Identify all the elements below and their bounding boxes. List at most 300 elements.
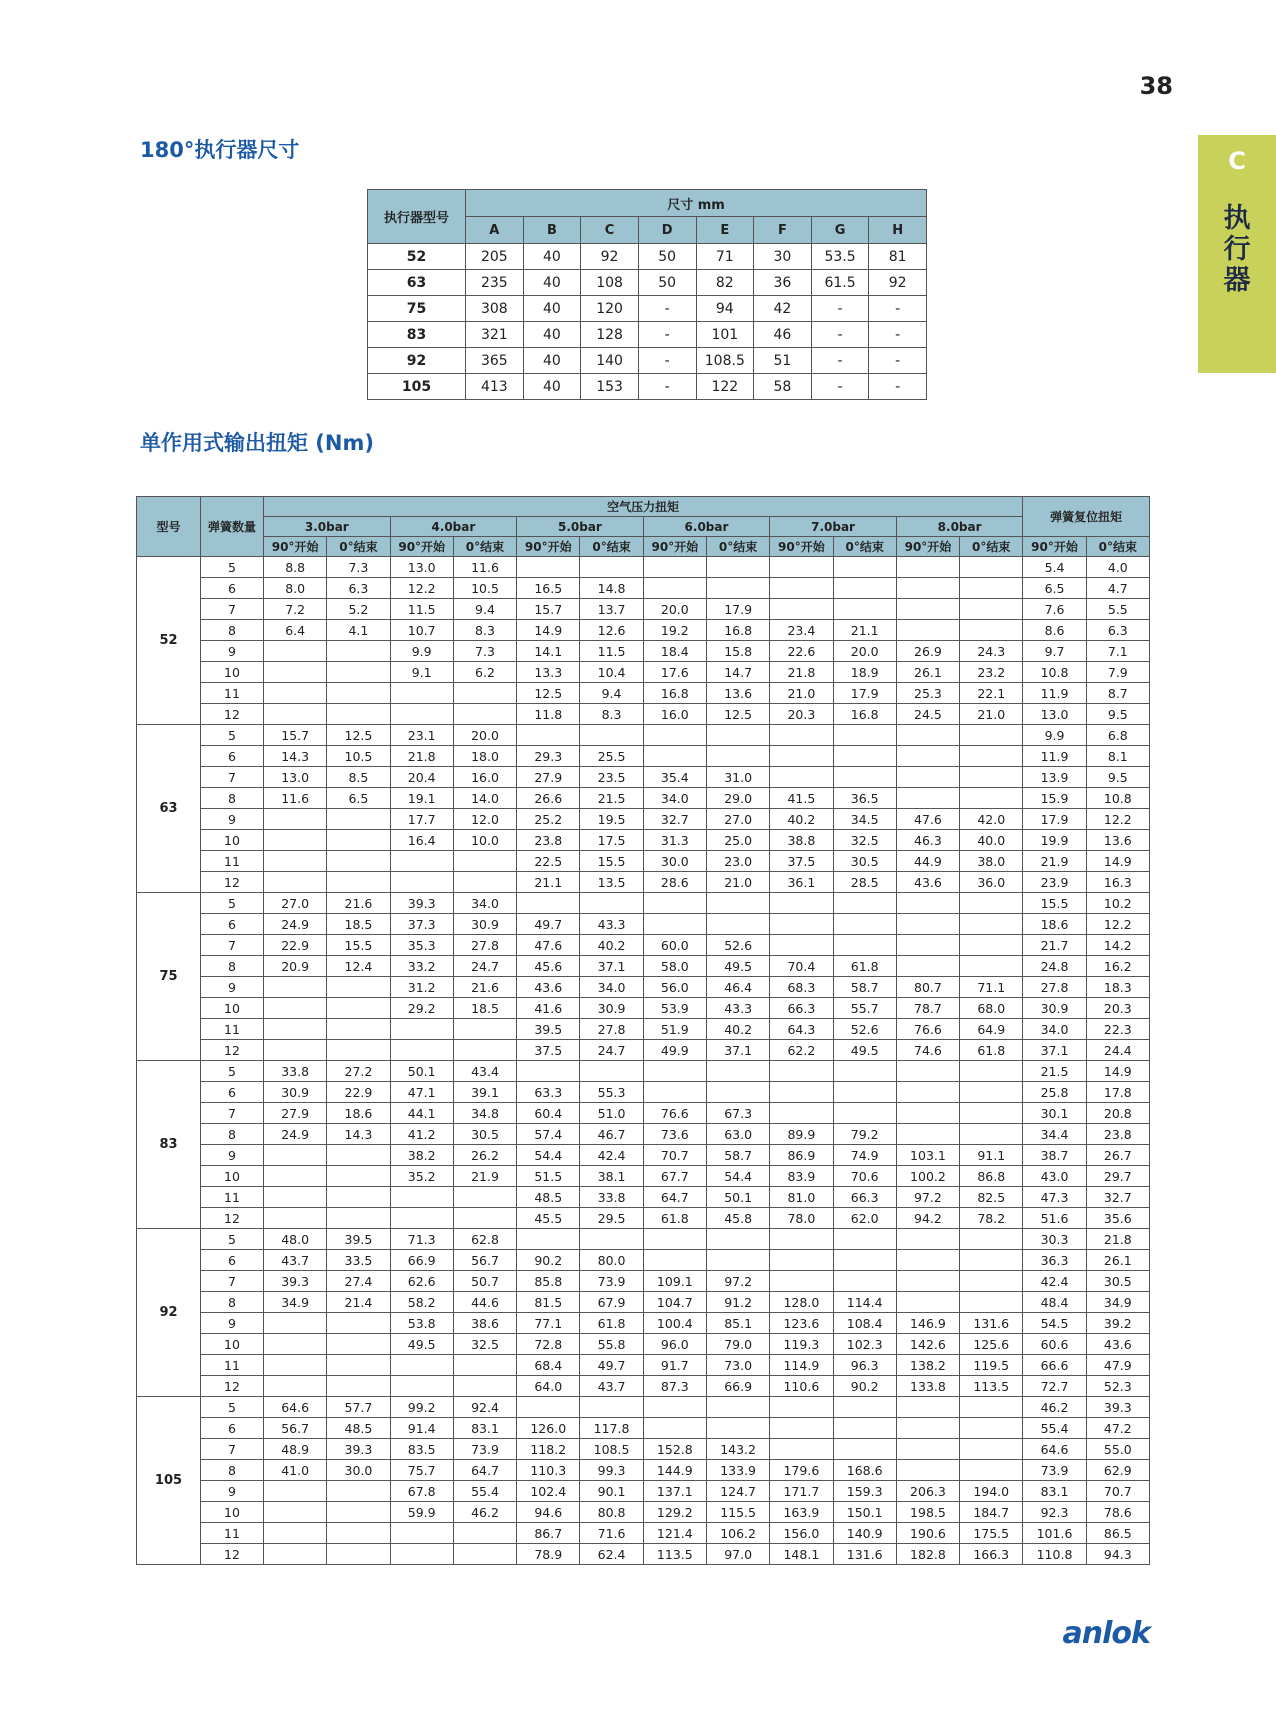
dim-value-cell: 101 bbox=[696, 322, 754, 348]
torque-value-cell: 81.0 bbox=[770, 1187, 833, 1208]
torque-value-cell: 70.7 bbox=[643, 1145, 706, 1166]
torque-value-cell: 97.0 bbox=[706, 1544, 769, 1565]
torque-value-cell: 9.9 bbox=[390, 641, 453, 662]
torque-table-row bbox=[137, 1460, 1150, 1481]
dim-column-header: E bbox=[696, 217, 754, 244]
spring-count-cell: 5 bbox=[201, 893, 264, 914]
torque-value-cell: 8.3 bbox=[453, 620, 516, 641]
dim-value-cell: 81 bbox=[869, 244, 927, 270]
torque-value-cell: 13.6 bbox=[706, 683, 769, 704]
page-number: 38 bbox=[1139, 72, 1173, 100]
torque-value-cell: 64.3 bbox=[770, 1019, 833, 1040]
torque-value-cell: 94.3 bbox=[1086, 1544, 1149, 1565]
torque-value-cell bbox=[960, 1229, 1023, 1250]
torque-value-cell: 56.7 bbox=[453, 1250, 516, 1271]
torque-value-cell: 25.5 bbox=[580, 746, 643, 767]
torque-value-cell: 119.5 bbox=[960, 1355, 1023, 1376]
spring-count-cell: 11 bbox=[201, 683, 264, 704]
torque-value-cell: 4.0 bbox=[1086, 557, 1149, 578]
torque-value-cell bbox=[896, 935, 959, 956]
torque-value-cell bbox=[896, 1397, 959, 1418]
spring-count-cell: 10 bbox=[201, 1502, 264, 1523]
torque-value-cell: 44.6 bbox=[453, 1292, 516, 1313]
dim-value-cell: 40 bbox=[523, 322, 581, 348]
torque-value-cell: 11.6 bbox=[453, 557, 516, 578]
torque-value-cell: 7.2 bbox=[264, 599, 327, 620]
torque-value-cell: 47.1 bbox=[390, 1082, 453, 1103]
torque-value-cell: 20.3 bbox=[770, 704, 833, 725]
dim-value-cell: 40 bbox=[523, 244, 581, 270]
spring-count-cell: 9 bbox=[201, 809, 264, 830]
torque-value-cell: 14.2 bbox=[1086, 935, 1149, 956]
torque-value-cell: 10.2 bbox=[1086, 893, 1149, 914]
torque-header-model: 型号 bbox=[137, 497, 201, 557]
torque-value-cell: 30.1 bbox=[1023, 1103, 1086, 1124]
torque-value-cell: 47.6 bbox=[896, 809, 959, 830]
torque-value-cell: 29.2 bbox=[390, 998, 453, 1019]
torque-value-cell: 14.1 bbox=[517, 641, 580, 662]
dim-table-row bbox=[368, 322, 927, 348]
torque-value-cell bbox=[960, 746, 1023, 767]
torque-value-cell: 73.6 bbox=[643, 1124, 706, 1145]
torque-value-cell bbox=[327, 998, 390, 1019]
torque-value-cell: 83.1 bbox=[453, 1418, 516, 1439]
torque-value-cell bbox=[960, 893, 1023, 914]
torque-value-cell: 113.5 bbox=[643, 1544, 706, 1565]
torque-value-cell: 54.4 bbox=[706, 1166, 769, 1187]
torque-value-cell: 30.9 bbox=[453, 914, 516, 935]
spring-count-cell: 6 bbox=[201, 1082, 264, 1103]
torque-value-cell bbox=[896, 788, 959, 809]
torque-value-cell bbox=[327, 1502, 390, 1523]
torque-value-cell bbox=[327, 1544, 390, 1565]
torque-value-cell bbox=[390, 1208, 453, 1229]
torque-value-cell: 138.2 bbox=[896, 1355, 959, 1376]
torque-table-row bbox=[137, 1166, 1150, 1187]
torque-value-cell: 115.5 bbox=[706, 1502, 769, 1523]
torque-table-row bbox=[137, 1481, 1150, 1502]
dim-table-row bbox=[368, 348, 927, 374]
torque-value-cell: 14.9 bbox=[1086, 851, 1149, 872]
torque-value-cell: 4.1 bbox=[327, 620, 390, 641]
torque-value-cell bbox=[770, 914, 833, 935]
torque-value-cell bbox=[264, 1208, 327, 1229]
torque-value-cell: 62.2 bbox=[770, 1040, 833, 1061]
torque-value-cell: 28.6 bbox=[643, 872, 706, 893]
torque-value-cell: 15.5 bbox=[1023, 893, 1086, 914]
subheader-start: 90°开始 bbox=[390, 537, 453, 557]
torque-value-cell: 117.8 bbox=[580, 1418, 643, 1439]
spring-count-cell: 6 bbox=[201, 914, 264, 935]
torque-value-cell: 38.1 bbox=[580, 1166, 643, 1187]
torque-value-cell bbox=[770, 578, 833, 599]
torque-value-cell: 78.0 bbox=[770, 1208, 833, 1229]
spring-count-cell: 11 bbox=[201, 1523, 264, 1544]
torque-value-cell: 27.4 bbox=[327, 1271, 390, 1292]
torque-value-cell: 34.0 bbox=[580, 977, 643, 998]
torque-value-cell: 41.2 bbox=[390, 1124, 453, 1145]
torque-value-cell bbox=[833, 1061, 896, 1082]
torque-value-cell: 21.6 bbox=[327, 893, 390, 914]
torque-table-row bbox=[137, 1103, 1150, 1124]
torque-value-cell: 73.9 bbox=[1023, 1460, 1086, 1481]
torque-value-cell: 10.7 bbox=[390, 620, 453, 641]
torque-value-cell: 9.9 bbox=[1023, 725, 1086, 746]
torque-value-cell bbox=[770, 1103, 833, 1124]
torque-value-cell bbox=[706, 746, 769, 767]
dim-value-cell: 108.5 bbox=[696, 348, 754, 374]
torque-value-cell: 30.3 bbox=[1023, 1229, 1086, 1250]
torque-value-cell: 110.8 bbox=[1023, 1544, 1086, 1565]
torque-value-cell: 58.2 bbox=[390, 1292, 453, 1313]
torque-value-cell bbox=[706, 1082, 769, 1103]
torque-value-cell: 4.7 bbox=[1086, 578, 1149, 599]
spring-count-cell: 7 bbox=[201, 1271, 264, 1292]
torque-value-cell bbox=[960, 1103, 1023, 1124]
subheader-end: 0°结束 bbox=[960, 537, 1023, 557]
section-tab-letter: C bbox=[1228, 147, 1246, 175]
torque-value-cell bbox=[896, 578, 959, 599]
torque-value-cell: 48.5 bbox=[517, 1187, 580, 1208]
torque-value-cell bbox=[770, 1061, 833, 1082]
torque-value-cell: 10.8 bbox=[1023, 662, 1086, 683]
torque-value-cell: 150.1 bbox=[833, 1502, 896, 1523]
torque-value-cell bbox=[453, 872, 516, 893]
torque-model-cell: 92 bbox=[137, 1229, 201, 1397]
torque-value-cell bbox=[327, 830, 390, 851]
torque-value-cell: 21.5 bbox=[580, 788, 643, 809]
torque-value-cell: 26.9 bbox=[896, 641, 959, 662]
torque-value-cell: 163.9 bbox=[770, 1502, 833, 1523]
torque-value-cell: 128.0 bbox=[770, 1292, 833, 1313]
torque-value-cell: 91.4 bbox=[390, 1418, 453, 1439]
torque-value-cell: 94.6 bbox=[517, 1502, 580, 1523]
torque-value-cell: 133.9 bbox=[706, 1460, 769, 1481]
torque-value-cell bbox=[960, 1418, 1023, 1439]
torque-value-cell: 49.7 bbox=[580, 1355, 643, 1376]
torque-value-cell: 20.3 bbox=[1086, 998, 1149, 1019]
torque-value-cell bbox=[833, 1229, 896, 1250]
dim-value-cell: 108 bbox=[581, 270, 639, 296]
torque-value-cell: 30.5 bbox=[833, 851, 896, 872]
torque-value-cell: 37.5 bbox=[770, 851, 833, 872]
torque-value-cell: 131.6 bbox=[960, 1313, 1023, 1334]
torque-value-cell: 11.9 bbox=[1023, 683, 1086, 704]
torque-value-cell bbox=[580, 725, 643, 746]
torque-value-cell bbox=[960, 956, 1023, 977]
dim-value-cell: 140 bbox=[581, 348, 639, 374]
torque-value-cell: 21.9 bbox=[1023, 851, 1086, 872]
torque-value-cell: 7.3 bbox=[453, 641, 516, 662]
dim-value-cell: - bbox=[869, 374, 927, 400]
torque-table-row bbox=[137, 1355, 1150, 1376]
subheader-end: 0°结束 bbox=[327, 537, 390, 557]
torque-value-cell: 144.9 bbox=[643, 1460, 706, 1481]
torque-value-cell: 34.8 bbox=[453, 1103, 516, 1124]
dim-model-cell: 75 bbox=[368, 296, 466, 322]
torque-value-cell: 73.9 bbox=[453, 1439, 516, 1460]
spring-count-cell: 9 bbox=[201, 1481, 264, 1502]
torque-value-cell: 42.0 bbox=[960, 809, 1023, 830]
dim-table-row bbox=[368, 374, 927, 400]
dim-value-cell: 30 bbox=[754, 244, 812, 270]
torque-value-cell: 12.5 bbox=[517, 683, 580, 704]
torque-value-cell bbox=[643, 893, 706, 914]
torque-value-cell: 7.1 bbox=[1086, 641, 1149, 662]
dim-value-cell: 40 bbox=[523, 374, 581, 400]
torque-value-cell: 49.5 bbox=[706, 956, 769, 977]
torque-value-cell bbox=[833, 725, 896, 746]
torque-value-cell: 25.2 bbox=[517, 809, 580, 830]
spring-count-cell: 8 bbox=[201, 956, 264, 977]
torque-value-cell bbox=[453, 683, 516, 704]
spring-count-cell: 6 bbox=[201, 1250, 264, 1271]
dim-value-cell: 51 bbox=[754, 348, 812, 374]
torque-value-cell bbox=[453, 1187, 516, 1208]
torque-value-cell: 76.6 bbox=[643, 1103, 706, 1124]
torque-value-cell bbox=[517, 893, 580, 914]
torque-table-row bbox=[137, 872, 1150, 893]
torque-table-row bbox=[137, 1334, 1150, 1355]
torque-value-cell: 30.5 bbox=[1086, 1271, 1149, 1292]
torque-value-cell: 35.6 bbox=[1086, 1208, 1149, 1229]
torque-value-cell bbox=[770, 599, 833, 620]
torque-value-cell bbox=[896, 1292, 959, 1313]
torque-value-cell: 64.7 bbox=[643, 1187, 706, 1208]
dim-value-cell: 365 bbox=[466, 348, 524, 374]
torque-value-cell: 8.1 bbox=[1086, 746, 1149, 767]
torque-value-cell bbox=[264, 872, 327, 893]
torque-value-cell: 25.0 bbox=[706, 830, 769, 851]
spring-count-cell: 7 bbox=[201, 1103, 264, 1124]
torque-value-cell bbox=[390, 1040, 453, 1061]
torque-value-cell: 46.3 bbox=[896, 830, 959, 851]
torque-value-cell: 21.9 bbox=[453, 1166, 516, 1187]
torque-value-cell bbox=[643, 578, 706, 599]
torque-value-cell: 17.9 bbox=[833, 683, 896, 704]
torque-value-cell: 16.8 bbox=[643, 683, 706, 704]
torque-value-cell: 152.8 bbox=[643, 1439, 706, 1460]
torque-value-cell bbox=[896, 767, 959, 788]
torque-value-cell: 15.8 bbox=[706, 641, 769, 662]
spring-count-cell: 10 bbox=[201, 1334, 264, 1355]
torque-value-cell: 16.5 bbox=[517, 578, 580, 599]
torque-value-cell: 74.9 bbox=[833, 1145, 896, 1166]
torque-value-cell: 55.3 bbox=[580, 1082, 643, 1103]
torque-value-cell: 49.7 bbox=[517, 914, 580, 935]
torque-value-cell: 10.5 bbox=[327, 746, 390, 767]
torque-value-cell: 39.5 bbox=[327, 1229, 390, 1250]
spring-count-cell: 7 bbox=[201, 599, 264, 620]
torque-value-cell bbox=[833, 1418, 896, 1439]
torque-value-cell bbox=[517, 1397, 580, 1418]
torque-value-cell: 55.0 bbox=[1086, 1439, 1149, 1460]
torque-value-cell bbox=[264, 1502, 327, 1523]
spring-count-cell: 10 bbox=[201, 998, 264, 1019]
spring-count-cell: 8 bbox=[201, 1292, 264, 1313]
torque-value-cell: 18.5 bbox=[327, 914, 390, 935]
torque-value-cell: 38.7 bbox=[1023, 1145, 1086, 1166]
torque-value-cell bbox=[453, 1523, 516, 1544]
torque-value-cell bbox=[264, 1187, 327, 1208]
torque-value-cell bbox=[896, 599, 959, 620]
torque-table-row bbox=[137, 830, 1150, 851]
torque-value-cell: 20.9 bbox=[264, 956, 327, 977]
torque-header-air-pressure: 空气压力扭矩 bbox=[264, 497, 1023, 517]
torque-value-cell bbox=[960, 767, 1023, 788]
torque-value-cell: 66.3 bbox=[770, 998, 833, 1019]
torque-value-cell: 97.2 bbox=[706, 1271, 769, 1292]
torque-value-cell: 87.3 bbox=[643, 1376, 706, 1397]
torque-value-cell: 19.5 bbox=[580, 809, 643, 830]
torque-value-cell bbox=[706, 1229, 769, 1250]
subheader-start: 90°开始 bbox=[1023, 537, 1086, 557]
torque-value-cell bbox=[453, 1019, 516, 1040]
torque-value-cell bbox=[643, 1229, 706, 1250]
torque-value-cell: 13.6 bbox=[1086, 830, 1149, 851]
torque-value-cell: 26.2 bbox=[453, 1145, 516, 1166]
torque-value-cell: 57.4 bbox=[517, 1124, 580, 1145]
torque-value-cell bbox=[960, 620, 1023, 641]
torque-value-cell bbox=[960, 1397, 1023, 1418]
torque-table-row bbox=[137, 788, 1150, 809]
torque-value-cell: 85.8 bbox=[517, 1271, 580, 1292]
torque-value-cell bbox=[960, 1124, 1023, 1145]
torque-value-cell: 34.4 bbox=[1023, 1124, 1086, 1145]
torque-value-cell: 104.7 bbox=[643, 1292, 706, 1313]
torque-value-cell bbox=[453, 1544, 516, 1565]
torque-table-row bbox=[137, 1061, 1150, 1082]
torque-value-cell: 11.5 bbox=[390, 599, 453, 620]
spring-count-cell: 12 bbox=[201, 1040, 264, 1061]
torque-value-cell bbox=[833, 1439, 896, 1460]
dim-value-cell: 36 bbox=[754, 270, 812, 296]
torque-value-cell: 61.8 bbox=[580, 1313, 643, 1334]
torque-table-row bbox=[137, 1418, 1150, 1439]
torque-table-row bbox=[137, 578, 1150, 599]
torque-value-cell: 16.3 bbox=[1086, 872, 1149, 893]
torque-value-cell: 56.0 bbox=[643, 977, 706, 998]
torque-value-cell: 184.7 bbox=[960, 1502, 1023, 1523]
torque-value-cell: 9.5 bbox=[1086, 767, 1149, 788]
torque-value-cell bbox=[770, 1397, 833, 1418]
torque-value-cell bbox=[517, 725, 580, 746]
torque-value-cell: 38.8 bbox=[770, 830, 833, 851]
torque-value-cell: 30.0 bbox=[643, 851, 706, 872]
torque-value-cell: 102.3 bbox=[833, 1334, 896, 1355]
torque-value-cell: 18.4 bbox=[643, 641, 706, 662]
torque-value-cell: 17.9 bbox=[1023, 809, 1086, 830]
torque-value-cell: 13.5 bbox=[580, 872, 643, 893]
torque-value-cell: 7.9 bbox=[1086, 662, 1149, 683]
torque-value-cell: 36.5 bbox=[833, 788, 896, 809]
torque-value-cell: 6.3 bbox=[1086, 620, 1149, 641]
torque-value-cell bbox=[264, 1019, 327, 1040]
torque-value-cell: 17.6 bbox=[643, 662, 706, 683]
torque-value-cell bbox=[390, 1544, 453, 1565]
torque-value-cell: 45.6 bbox=[517, 956, 580, 977]
torque-value-cell: 52.3 bbox=[1086, 1376, 1149, 1397]
torque-value-cell: 18.5 bbox=[453, 998, 516, 1019]
torque-value-cell: 43.3 bbox=[580, 914, 643, 935]
torque-value-cell: 40.2 bbox=[706, 1019, 769, 1040]
torque-value-cell bbox=[264, 1481, 327, 1502]
torque-value-cell bbox=[580, 1061, 643, 1082]
torque-value-cell: 60.0 bbox=[643, 935, 706, 956]
dim-value-cell: 205 bbox=[466, 244, 524, 270]
torque-value-cell bbox=[706, 557, 769, 578]
torque-value-cell: 68.4 bbox=[517, 1355, 580, 1376]
torque-value-cell: 78.2 bbox=[960, 1208, 1023, 1229]
torque-value-cell: 7.6 bbox=[1023, 599, 1086, 620]
torque-model-cell: 52 bbox=[137, 557, 201, 725]
torque-value-cell: 29.5 bbox=[580, 1208, 643, 1229]
spring-count-cell: 11 bbox=[201, 851, 264, 872]
torque-value-cell bbox=[706, 914, 769, 935]
torque-value-cell: 20.0 bbox=[643, 599, 706, 620]
torque-value-cell: 73.9 bbox=[580, 1271, 643, 1292]
torque-value-cell bbox=[770, 1418, 833, 1439]
torque-value-cell: 113.5 bbox=[960, 1376, 1023, 1397]
torque-value-cell: 8.6 bbox=[1023, 620, 1086, 641]
torque-header-spring-return: 弹簧复位扭矩 bbox=[1023, 497, 1150, 537]
torque-value-cell bbox=[833, 893, 896, 914]
spring-count-cell: 12 bbox=[201, 1544, 264, 1565]
torque-value-cell: 67.7 bbox=[643, 1166, 706, 1187]
torque-value-cell bbox=[896, 1061, 959, 1082]
torque-value-cell: 8.8 bbox=[264, 557, 327, 578]
torque-model-cell: 83 bbox=[137, 1061, 201, 1229]
torque-value-cell: 64.6 bbox=[264, 1397, 327, 1418]
torque-value-cell: 58.0 bbox=[643, 956, 706, 977]
torque-value-cell: 38.6 bbox=[453, 1313, 516, 1334]
torque-value-cell: 22.9 bbox=[264, 935, 327, 956]
torque-value-cell: 39.2 bbox=[1086, 1313, 1149, 1334]
torque-value-cell: 62.0 bbox=[833, 1208, 896, 1229]
torque-value-cell: 30.9 bbox=[1023, 998, 1086, 1019]
torque-value-cell bbox=[327, 1376, 390, 1397]
torque-value-cell bbox=[643, 746, 706, 767]
torque-value-cell bbox=[960, 557, 1023, 578]
torque-value-cell: 101.6 bbox=[1023, 1523, 1086, 1544]
torque-value-cell: 8.0 bbox=[264, 578, 327, 599]
torque-value-cell bbox=[264, 683, 327, 704]
torque-value-cell: 53.9 bbox=[643, 998, 706, 1019]
torque-value-cell: 198.5 bbox=[896, 1502, 959, 1523]
torque-value-cell bbox=[896, 1439, 959, 1460]
torque-table-row bbox=[137, 1124, 1150, 1145]
torque-value-cell: 114.4 bbox=[833, 1292, 896, 1313]
torque-value-cell: 54.4 bbox=[517, 1145, 580, 1166]
torque-value-cell: 182.8 bbox=[896, 1544, 959, 1565]
torque-value-cell bbox=[833, 767, 896, 788]
torque-value-cell: 9.4 bbox=[580, 683, 643, 704]
torque-value-cell: 114.9 bbox=[770, 1355, 833, 1376]
dim-value-cell: 58 bbox=[754, 374, 812, 400]
torque-value-cell: 91.2 bbox=[706, 1292, 769, 1313]
torque-value-cell: 66.9 bbox=[390, 1250, 453, 1271]
torque-value-cell bbox=[264, 641, 327, 662]
torque-value-cell: 97.2 bbox=[896, 1187, 959, 1208]
torque-value-cell: 70.4 bbox=[770, 956, 833, 977]
torque-value-cell: 43.3 bbox=[706, 998, 769, 1019]
torque-value-cell: 33.2 bbox=[390, 956, 453, 977]
torque-value-cell: 39.5 bbox=[517, 1019, 580, 1040]
torque-value-cell: 12.4 bbox=[327, 956, 390, 977]
torque-value-cell: 71.1 bbox=[960, 977, 1023, 998]
torque-value-cell: 36.1 bbox=[770, 872, 833, 893]
subheader-start: 90°开始 bbox=[643, 537, 706, 557]
